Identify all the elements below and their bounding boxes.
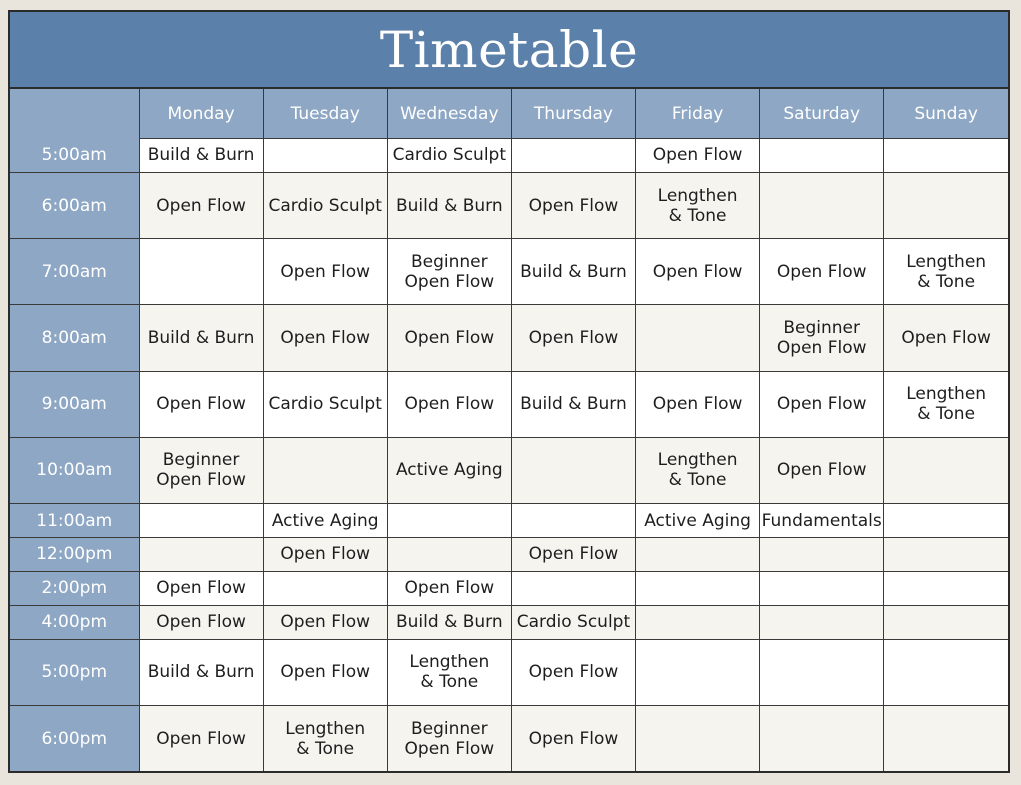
day-header-row <box>10 89 1008 139</box>
class-cell <box>387 538 511 572</box>
time-label: 6:00am <box>10 172 139 238</box>
class-cell: Build & Burn <box>139 139 263 173</box>
time-row <box>10 371 1008 437</box>
time-row <box>10 605 1008 639</box>
time-label: 9:00am <box>10 371 139 437</box>
class-cell: Lengthen & Tone <box>636 437 760 503</box>
class-cell <box>760 639 884 705</box>
class-cell <box>884 437 1008 503</box>
time-row <box>10 172 1008 238</box>
class-cell: Cardio Sculpt <box>387 139 511 173</box>
class-cell <box>139 504 263 538</box>
class-cell: Build & Burn <box>139 639 263 705</box>
class-cell <box>884 504 1008 538</box>
class-cell: Fundamentals <box>760 504 884 538</box>
class-cell <box>884 571 1008 605</box>
class-cell <box>263 139 387 173</box>
time-row <box>10 571 1008 605</box>
class-cell <box>263 437 387 503</box>
class-cell: Lengthen & Tone <box>884 239 1008 305</box>
class-cell: Open Flow <box>884 305 1008 371</box>
class-cell: Open Flow <box>636 239 760 305</box>
class-cell <box>760 605 884 639</box>
class-cell: Open Flow <box>760 371 884 437</box>
class-cell: Open Flow <box>387 305 511 371</box>
class-cell: Beginner Open Flow <box>139 437 263 503</box>
class-cell: Lengthen & Tone <box>636 172 760 238</box>
class-cell <box>884 605 1008 639</box>
class-cell: Open Flow <box>760 239 884 305</box>
timetable-frame <box>8 10 1010 773</box>
class-cell: Open Flow <box>139 706 263 771</box>
time-row <box>10 504 1008 538</box>
page-title: Timetable <box>379 20 639 79</box>
class-cell: Open Flow <box>636 371 760 437</box>
class-cell: Open Flow <box>263 538 387 572</box>
class-cell <box>139 239 263 305</box>
class-cell <box>511 504 635 538</box>
day-header: Saturday <box>760 89 884 139</box>
time-row <box>10 437 1008 503</box>
class-cell: Build & Burn <box>511 239 635 305</box>
class-cell: Build & Burn <box>139 305 263 371</box>
class-cell: Open Flow <box>263 639 387 705</box>
class-cell: Cardio Sculpt <box>263 371 387 437</box>
time-row <box>10 305 1008 371</box>
class-cell: Open Flow <box>511 706 635 771</box>
class-cell <box>263 571 387 605</box>
day-header: Thursday <box>511 89 635 139</box>
class-cell: Open Flow <box>263 305 387 371</box>
class-cell: Open Flow <box>139 571 263 605</box>
class-cell: Build & Burn <box>387 172 511 238</box>
time-row <box>10 639 1008 705</box>
class-cell: Open Flow <box>760 437 884 503</box>
class-cell <box>511 571 635 605</box>
class-cell <box>139 538 263 572</box>
class-cell <box>636 538 760 572</box>
day-header: Wednesday <box>387 89 511 139</box>
class-cell: Beginner Open Flow <box>760 305 884 371</box>
class-cell: Open Flow <box>139 371 263 437</box>
class-cell <box>636 639 760 705</box>
class-cell <box>760 172 884 238</box>
class-cell: Build & Burn <box>511 371 635 437</box>
class-cell: Cardio Sculpt <box>511 605 635 639</box>
class-cell: Open Flow <box>263 239 387 305</box>
class-cell <box>511 437 635 503</box>
class-cell: Open Flow <box>387 571 511 605</box>
class-cell <box>760 538 884 572</box>
class-cell <box>387 504 511 538</box>
class-cell <box>884 706 1008 771</box>
time-label: 5:00pm <box>10 639 139 705</box>
class-cell <box>884 172 1008 238</box>
class-cell <box>636 706 760 771</box>
day-header: Monday <box>139 89 263 139</box>
time-label: 10:00am <box>10 437 139 503</box>
time-row <box>10 139 1008 173</box>
class-cell: Open Flow <box>636 139 760 173</box>
corner-cell <box>10 89 139 139</box>
class-cell: Open Flow <box>263 605 387 639</box>
class-cell: Open Flow <box>387 371 511 437</box>
time-label: 11:00am <box>10 504 139 538</box>
class-cell: Open Flow <box>139 605 263 639</box>
time-label: 7:00am <box>10 239 139 305</box>
time-row <box>10 538 1008 572</box>
class-cell <box>884 139 1008 173</box>
time-row <box>10 239 1008 305</box>
class-cell <box>760 706 884 771</box>
class-cell <box>884 538 1008 572</box>
day-header: Tuesday <box>263 89 387 139</box>
class-cell: Cardio Sculpt <box>263 172 387 238</box>
timetable-grid <box>10 89 1008 771</box>
time-label: 6:00pm <box>10 706 139 771</box>
class-cell: Lengthen & Tone <box>387 639 511 705</box>
class-cell: Beginner Open Flow <box>387 239 511 305</box>
time-label: 8:00am <box>10 305 139 371</box>
time-label: 2:00pm <box>10 571 139 605</box>
class-cell: Beginner Open Flow <box>387 706 511 771</box>
class-cell: Build & Burn <box>387 605 511 639</box>
class-cell: Open Flow <box>511 538 635 572</box>
class-cell: Lengthen & Tone <box>884 371 1008 437</box>
day-header: Sunday <box>884 89 1008 139</box>
class-cell <box>884 639 1008 705</box>
time-label: 4:00pm <box>10 605 139 639</box>
title-bar <box>10 12 1008 89</box>
class-cell: Open Flow <box>511 305 635 371</box>
class-cell: Active Aging <box>387 437 511 503</box>
class-cell <box>760 571 884 605</box>
class-cell: Open Flow <box>139 172 263 238</box>
class-cell: Active Aging <box>263 504 387 538</box>
time-row <box>10 706 1008 771</box>
day-header: Friday <box>636 89 760 139</box>
time-label: 5:00am <box>10 139 139 173</box>
class-cell: Lengthen & Tone <box>263 706 387 771</box>
class-cell <box>511 139 635 173</box>
class-cell <box>636 605 760 639</box>
class-cell: Open Flow <box>511 172 635 238</box>
class-cell: Open Flow <box>511 639 635 705</box>
class-cell: Active Aging <box>636 504 760 538</box>
class-cell <box>636 571 760 605</box>
class-cell <box>636 305 760 371</box>
time-label: 12:00pm <box>10 538 139 572</box>
class-cell <box>760 139 884 173</box>
